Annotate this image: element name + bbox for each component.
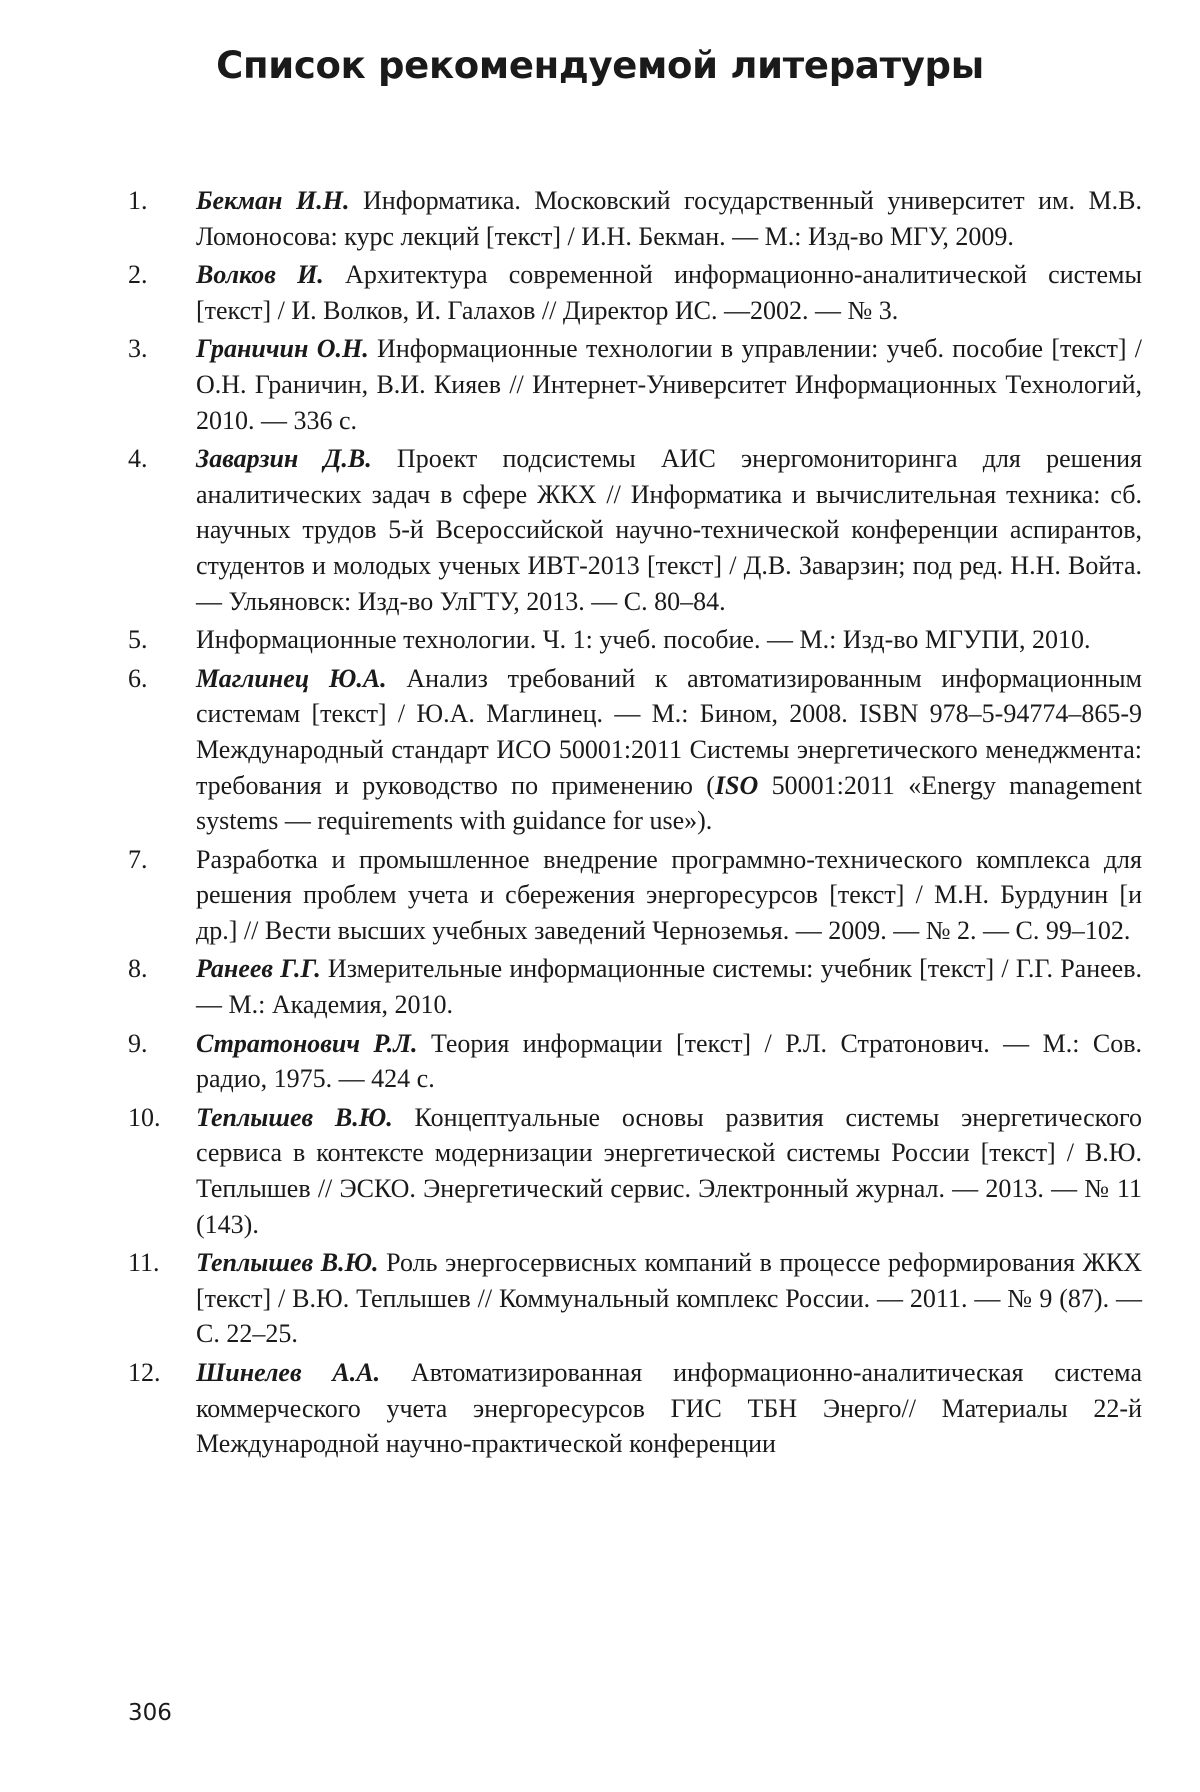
reference-description: Измерительные информационные системы: учебник [текст] / Г.Г. Ранеев. — М.: Академия, 2010. (196, 954, 1142, 1020)
reference-text (196, 257, 1142, 328)
reference-item (128, 441, 1142, 619)
reference-description: Теория информации [текст] / Р.Л. Стратонович. — М.: Сов. радио, 1975. — 424 с. (196, 1028, 1142, 1094)
page-number: 306 (128, 1700, 172, 1726)
page-title: Список рекомендуемой литературы (216, 44, 984, 87)
reference-description: Информатика. Московский государственный университет им. М.В. Ломоносова: курс лекций [текст] / И.Н. Бекман. — М.: Изд-во МГУ, 2009. (196, 186, 1142, 251)
reference-number: 4. (128, 444, 148, 474)
reference-description: Разработка и промышленное внедрение программно-технического комплекса для решения проблем учета и сбережения энергоресурсов [текст] / М.Н. Бурдунин [и др.] // Вести высших учебных заведений Черноземья. — 2009. — № 2. — С. 99–102. (196, 844, 1142, 945)
reference-description: Информационные технологии в управлении: учеб. пособие [текст] / О.Н. Граничин, В.И. Кияев // Интернет-Университет Информационных Технологий, 2010. — 336 с. (196, 334, 1143, 435)
reference-author: Маглинец Ю.А. (196, 663, 387, 693)
reference-author: Стратонович Р.Л. (196, 1028, 418, 1058)
reference-number: 2. (128, 260, 148, 290)
reference-item (128, 183, 1142, 254)
reference-item (128, 622, 1142, 658)
reference-text (196, 622, 1142, 658)
reference-author: Шинелев А.А. (196, 1358, 381, 1387)
reference-item (128, 1026, 1142, 1097)
reference-item (128, 1355, 1142, 1462)
reference-description: Архитектура современной информационно-аналитической системы [текст] / И. Волков, И. Галахов // Директор ИС. —2002. — № 3. (196, 260, 1142, 325)
reference-description: Информационные технологии. Ч. 1: учеб. пособие. — М.: Изд-во МГУПИ, 2010. (196, 625, 1091, 655)
reference-text (196, 331, 1142, 438)
reference-author: Граничин О.Н. (196, 334, 369, 364)
reference-number: 11. (128, 1248, 160, 1278)
reference-text (196, 951, 1142, 1022)
reference-text (196, 1100, 1142, 1242)
reference-description-end: 50001:2011 «Energy management systems — requirements with guidance for use»). (196, 770, 1142, 836)
reference-author: Теплышев В.Ю. (196, 1102, 393, 1132)
reference-author: Ранеев Г.Г. (196, 954, 321, 984)
reference-author: Заварзин Д.В. (196, 444, 372, 474)
reference-text (196, 183, 1142, 254)
reference-text (196, 842, 1142, 949)
reference-item (128, 331, 1142, 438)
reference-number: 7. (128, 844, 148, 874)
reference-number: 3. (128, 334, 148, 364)
reference-text (196, 661, 1142, 839)
reference-number: 1. (128, 186, 148, 215)
reference-description: Концептуальные основы развития системы энергетического сервиса в контексте модернизации энергетической системы России [текст] / В.Ю. Теплышев // ЭСКО. Энергетический сервис. Электронный журнал. — 2013. — № 11 (143). (196, 1102, 1142, 1239)
reference-item (128, 661, 1142, 839)
reference-author: Волков И. (196, 260, 324, 290)
reference-iso-label: ISO (714, 770, 759, 800)
reference-description: Автоматизированная информационно-аналитическая система коммерческого учета энергоресурсов ГИС ТБН Энерго// Материалы 22-й Международной научно-практической конференции (196, 1358, 1142, 1459)
reference-number: 12. (128, 1358, 161, 1387)
reference-number: 8. (128, 954, 148, 984)
reference-item (128, 842, 1142, 949)
reference-number: 6. (128, 663, 148, 693)
reference-description: Анализ требований к автоматизированным информационным системам [текст] / Ю.А. Маглинец. — М.: Бином, 2008. ISBN 978–5-94774–865-9 Международный стандарт ИСО 50001:2011 Системы энергетического менеджмента: требования и руководство по применению ( (196, 663, 1142, 800)
reference-item (128, 1100, 1142, 1242)
reference-item (128, 257, 1142, 328)
reference-number: 5. (128, 625, 148, 655)
reference-item (128, 1245, 1142, 1352)
reference-text (196, 1026, 1142, 1097)
reference-author: Бекман И.Н. (196, 186, 350, 215)
reference-item (128, 951, 1142, 1022)
reference-text (196, 441, 1142, 619)
reference-author: Теплышев В.Ю. (196, 1248, 379, 1278)
reference-list (128, 183, 1142, 1465)
reference-description: Проект подсистемы АИС энергомониторинга для решения аналитических задач в сфере ЖКХ // Информатика и вычислительная техника: сб. научных трудов 5-й Всероссийской научно-технической конференции аспирантов, студентов и молодых ученых ИВТ-2013 [текст] / Д.В. Заварзин; под ред. Н.Н. Войта. — Ульяновск: Изд-во УлГТУ, 2013. — С. 80–84. (196, 444, 1142, 616)
reference-number: 9. (128, 1028, 148, 1058)
reference-description: Роль энергосервисных компаний в процессе реформирования ЖКХ [текст] / В.Ю. Теплышев // Коммунальный комплекс России. — 2011. — № 9 (87). — С. 22–25. (196, 1248, 1142, 1349)
reference-text (196, 1245, 1142, 1352)
reference-number: 10. (128, 1102, 161, 1132)
reference-text (196, 1355, 1142, 1462)
